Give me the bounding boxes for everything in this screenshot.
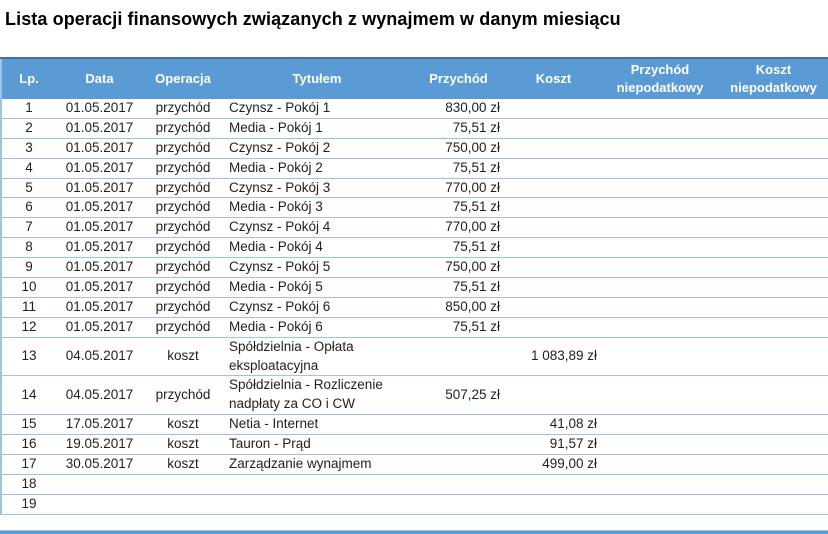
cell-data[interactable]: 01.05.2017 bbox=[56, 278, 143, 298]
cell-lp[interactable]: 19 bbox=[1, 494, 56, 514]
cell-koszt[interactable] bbox=[506, 138, 601, 158]
cell-lp[interactable]: 13 bbox=[1, 337, 56, 376]
cell-przychod[interactable] bbox=[411, 435, 506, 455]
cell-koszt-niepodatkowy[interactable] bbox=[719, 178, 828, 198]
cell-przychod-niepodatkowy[interactable] bbox=[601, 297, 719, 317]
cell-operacja[interactable]: przychód bbox=[143, 238, 223, 258]
table-row bbox=[1, 158, 828, 178]
header-row bbox=[1, 58, 828, 99]
table-row bbox=[1, 317, 828, 337]
cell-lp[interactable]: 9 bbox=[1, 258, 56, 278]
table-row bbox=[1, 337, 828, 376]
cell-koszt-niepodatkowy[interactable] bbox=[719, 317, 828, 337]
operations-table bbox=[0, 57, 828, 515]
cell-przychod-niepodatkowy[interactable] bbox=[601, 337, 719, 376]
cell-przychod-niepodatkowy[interactable] bbox=[601, 317, 719, 337]
cell-koszt[interactable] bbox=[506, 474, 601, 494]
cell-tytulem[interactable] bbox=[223, 474, 411, 494]
cell-przychod[interactable] bbox=[411, 455, 506, 475]
table-row bbox=[1, 455, 828, 475]
cell-koszt-niepodatkowy[interactable] bbox=[719, 474, 828, 494]
cell-przychod-niepodatkowy[interactable] bbox=[601, 178, 719, 198]
cell-koszt-niepodatkowy[interactable] bbox=[719, 297, 828, 317]
cell-przychod-niepodatkowy[interactable] bbox=[601, 435, 719, 455]
cell-data[interactable]: 01.05.2017 bbox=[56, 158, 143, 178]
cell-przychod[interactable]: 830,00 zł bbox=[411, 99, 506, 118]
table-row bbox=[1, 415, 828, 435]
cell-przychod[interactable]: 507,25 zł bbox=[411, 376, 506, 415]
cell-koszt-niepodatkowy[interactable] bbox=[719, 118, 828, 138]
cell-przychod-niepodatkowy[interactable] bbox=[601, 258, 719, 278]
cell-data[interactable]: 04.05.2017 bbox=[56, 337, 143, 376]
cell-operacja[interactable]: przychód bbox=[143, 218, 223, 238]
cell-koszt[interactable]: 1 083,89 zł bbox=[506, 337, 601, 376]
cell-tytulem[interactable]: Media - Pokój 4 bbox=[223, 238, 411, 258]
cell-koszt[interactable] bbox=[506, 317, 601, 337]
cell-koszt-niepodatkowy[interactable] bbox=[719, 337, 828, 376]
cell-operacja[interactable]: przychód bbox=[143, 198, 223, 218]
cell-tytulem[interactable]: Netia - Internet bbox=[223, 415, 411, 435]
cell-koszt[interactable] bbox=[506, 278, 601, 298]
table-header bbox=[1, 58, 828, 99]
cell-data[interactable]: 01.05.2017 bbox=[56, 297, 143, 317]
column-header-przychod[interactable]: Przychód bbox=[411, 58, 506, 99]
column-header-tytulem[interactable]: Tytułem bbox=[223, 58, 411, 99]
cell-tytulem[interactable]: Spółdzielnia - Rozliczenie nadpłaty za CO i CW bbox=[223, 376, 411, 415]
cell-przychod[interactable]: 75,51 zł bbox=[411, 198, 506, 218]
cell-data[interactable]: 19.05.2017 bbox=[56, 435, 143, 455]
cell-lp[interactable]: 16 bbox=[1, 435, 56, 455]
cell-koszt[interactable] bbox=[506, 118, 601, 138]
column-header-operacja[interactable]: Operacja bbox=[143, 58, 223, 99]
cell-data[interactable]: 01.05.2017 bbox=[56, 138, 143, 158]
cell-tytulem[interactable]: Czynsz - Pokój 6 bbox=[223, 297, 411, 317]
cell-tytulem[interactable]: Spółdzielnia - Opłata eksploatacyjna bbox=[223, 337, 411, 376]
cell-przychod-niepodatkowy[interactable] bbox=[601, 474, 719, 494]
cell-lp[interactable]: 15 bbox=[1, 415, 56, 435]
table-body bbox=[1, 99, 828, 514]
cell-przychod[interactable]: 75,51 zł bbox=[411, 238, 506, 258]
cell-przychod[interactable] bbox=[411, 474, 506, 494]
cell-tytulem[interactable]: Czynsz - Pokój 3 bbox=[223, 178, 411, 198]
cell-tytulem[interactable]: Media - Pokój 6 bbox=[223, 317, 411, 337]
cell-data[interactable]: 17.05.2017 bbox=[56, 415, 143, 435]
cell-koszt-niepodatkowy[interactable] bbox=[719, 258, 828, 278]
cell-przychod-niepodatkowy[interactable] bbox=[601, 118, 719, 138]
cell-data[interactable]: 01.05.2017 bbox=[56, 238, 143, 258]
cell-operacja[interactable]: koszt bbox=[143, 435, 223, 455]
table-row bbox=[1, 238, 828, 258]
cell-przychod-niepodatkowy[interactable] bbox=[601, 415, 719, 435]
cell-koszt[interactable] bbox=[506, 494, 601, 514]
cell-operacja[interactable]: koszt bbox=[143, 455, 223, 475]
cell-data[interactable]: 04.05.2017 bbox=[56, 376, 143, 415]
cell-data[interactable] bbox=[56, 474, 143, 494]
table-row bbox=[1, 474, 828, 494]
cell-przychod-niepodatkowy[interactable] bbox=[601, 218, 719, 238]
next-row-band-cutoff bbox=[0, 530, 828, 534]
cell-operacja[interactable]: przychód bbox=[143, 317, 223, 337]
table-row bbox=[1, 198, 828, 218]
cell-koszt-niepodatkowy[interactable] bbox=[719, 238, 828, 258]
cell-tytulem[interactable]: Media - Pokój 5 bbox=[223, 278, 411, 298]
table-row bbox=[1, 138, 828, 158]
cell-tytulem[interactable]: Zarządzanie wynajmem bbox=[223, 455, 411, 475]
column-header-koszt-niepodatkowy[interactable]: Koszt niepodatkowy bbox=[719, 58, 828, 99]
column-header-data[interactable]: Data bbox=[56, 58, 143, 99]
cell-koszt[interactable] bbox=[506, 198, 601, 218]
page-title: Lista operacji finansowych związanych z wynajmem w danym miesiącu bbox=[5, 9, 621, 29]
cell-koszt[interactable]: 499,00 zł bbox=[506, 455, 601, 475]
cell-koszt-niepodatkowy[interactable] bbox=[719, 218, 828, 238]
cell-operacja[interactable]: przychód bbox=[143, 118, 223, 138]
cell-lp[interactable]: 14 bbox=[1, 376, 56, 415]
cell-tytulem[interactable]: Media - Pokój 1 bbox=[223, 118, 411, 138]
cell-tytulem[interactable]: Czynsz - Pokój 1 bbox=[223, 99, 411, 118]
cell-koszt-niepodatkowy[interactable] bbox=[719, 415, 828, 435]
cell-koszt[interactable] bbox=[506, 178, 601, 198]
cell-operacja[interactable] bbox=[143, 494, 223, 514]
cell-przychod[interactable]: 770,00 zł bbox=[411, 178, 506, 198]
cell-koszt[interactable] bbox=[506, 99, 601, 118]
cell-koszt-niepodatkowy[interactable] bbox=[719, 278, 828, 298]
cell-koszt-niepodatkowy[interactable] bbox=[719, 376, 828, 415]
cell-przychod[interactable]: 75,51 zł bbox=[411, 158, 506, 178]
cell-operacja[interactable]: przychód bbox=[143, 178, 223, 198]
cell-lp[interactable]: 7 bbox=[1, 218, 56, 238]
cell-lp[interactable]: 4 bbox=[1, 158, 56, 178]
cell-data[interactable]: 01.05.2017 bbox=[56, 118, 143, 138]
cell-przychod-niepodatkowy[interactable] bbox=[601, 494, 719, 514]
cell-lp[interactable]: 8 bbox=[1, 238, 56, 258]
cell-tytulem[interactable]: Tauron - Prąd bbox=[223, 435, 411, 455]
cell-przychod[interactable]: 770,00 zł bbox=[411, 218, 506, 238]
cell-przychod[interactable] bbox=[411, 415, 506, 435]
cell-koszt-niepodatkowy[interactable] bbox=[719, 198, 828, 218]
cell-operacja[interactable]: przychód bbox=[143, 99, 223, 118]
cell-przychod[interactable]: 750,00 zł bbox=[411, 258, 506, 278]
cell-przychod-niepodatkowy[interactable] bbox=[601, 198, 719, 218]
cell-koszt[interactable] bbox=[506, 376, 601, 415]
table-row bbox=[1, 435, 828, 455]
cell-przychod[interactable]: 75,51 zł bbox=[411, 317, 506, 337]
cell-operacja[interactable]: przychód bbox=[143, 376, 223, 415]
cell-lp[interactable]: 2 bbox=[1, 118, 56, 138]
cell-przychod[interactable]: 75,51 zł bbox=[411, 118, 506, 138]
cell-data[interactable]: 01.05.2017 bbox=[56, 317, 143, 337]
table-row bbox=[1, 118, 828, 138]
cell-lp[interactable]: 17 bbox=[1, 455, 56, 475]
cell-data[interactable]: 30.05.2017 bbox=[56, 455, 143, 475]
cell-przychod[interactable] bbox=[411, 337, 506, 376]
table-row bbox=[1, 376, 828, 415]
cell-data[interactable]: 01.05.2017 bbox=[56, 99, 143, 118]
cell-data[interactable]: 01.05.2017 bbox=[56, 178, 143, 198]
cell-przychod[interactable]: 750,00 zł bbox=[411, 138, 506, 158]
cell-lp[interactable]: 6 bbox=[1, 198, 56, 218]
table-row bbox=[1, 278, 828, 298]
column-header-przychod-niepodatkowy[interactable]: Przychód niepodatkowy bbox=[601, 58, 719, 99]
cell-przychod-niepodatkowy[interactable] bbox=[601, 278, 719, 298]
cell-tytulem[interactable]: Czynsz - Pokój 4 bbox=[223, 218, 411, 238]
cell-przychod[interactable] bbox=[411, 494, 506, 514]
table-row bbox=[1, 297, 828, 317]
cell-koszt-niepodatkowy[interactable] bbox=[719, 158, 828, 178]
cell-przychod[interactable]: 850,00 zł bbox=[411, 297, 506, 317]
table-row bbox=[1, 99, 828, 118]
cell-data[interactable] bbox=[56, 494, 143, 514]
cell-koszt[interactable]: 41,08 zł bbox=[506, 415, 601, 435]
cell-przychod-niepodatkowy[interactable] bbox=[601, 158, 719, 178]
cell-operacja[interactable]: przychód bbox=[143, 278, 223, 298]
cell-przychod-niepodatkowy[interactable] bbox=[601, 376, 719, 415]
cell-koszt[interactable] bbox=[506, 158, 601, 178]
cell-data[interactable]: 01.05.2017 bbox=[56, 198, 143, 218]
cell-koszt-niepodatkowy[interactable] bbox=[719, 138, 828, 158]
cell-tytulem[interactable]: Czynsz - Pokój 2 bbox=[223, 138, 411, 158]
cell-lp[interactable]: 12 bbox=[1, 317, 56, 337]
cell-lp[interactable]: 1 bbox=[1, 99, 56, 118]
cell-tytulem[interactable] bbox=[223, 494, 411, 514]
cell-koszt[interactable] bbox=[506, 258, 601, 278]
cell-operacja[interactable]: przychód bbox=[143, 297, 223, 317]
cell-przychod-niepodatkowy[interactable] bbox=[601, 238, 719, 258]
cell-tytulem[interactable]: Media - Pokój 2 bbox=[223, 158, 411, 178]
cell-koszt-niepodatkowy[interactable] bbox=[719, 455, 828, 475]
cell-koszt-niepodatkowy[interactable] bbox=[719, 99, 828, 118]
table-row bbox=[1, 494, 828, 514]
cell-przychod[interactable]: 75,51 zł bbox=[411, 278, 506, 298]
cell-tytulem[interactable]: Media - Pokój 3 bbox=[223, 198, 411, 218]
cell-lp[interactable]: 10 bbox=[1, 278, 56, 298]
table-row bbox=[1, 258, 828, 278]
cell-przychod-niepodatkowy[interactable] bbox=[601, 455, 719, 475]
cell-koszt[interactable] bbox=[506, 238, 601, 258]
cell-koszt[interactable]: 91,57 zł bbox=[506, 435, 601, 455]
cell-koszt-niepodatkowy[interactable] bbox=[719, 494, 828, 514]
table-row bbox=[1, 178, 828, 198]
table-row bbox=[1, 218, 828, 238]
column-header-lp[interactable]: Lp. bbox=[1, 58, 56, 99]
cell-przychod-niepodatkowy[interactable] bbox=[601, 138, 719, 158]
cell-operacja[interactable]: przychód bbox=[143, 138, 223, 158]
cell-przychod-niepodatkowy[interactable] bbox=[601, 99, 719, 118]
cell-data[interactable]: 01.05.2017 bbox=[56, 218, 143, 238]
cell-operacja[interactable]: przychód bbox=[143, 258, 223, 278]
cell-koszt[interactable] bbox=[506, 297, 601, 317]
cell-lp[interactable]: 3 bbox=[1, 138, 56, 158]
cell-operacja[interactable]: koszt bbox=[143, 415, 223, 435]
cell-operacja[interactable]: koszt bbox=[143, 337, 223, 376]
cell-lp[interactable]: 11 bbox=[1, 297, 56, 317]
cell-operacja[interactable] bbox=[143, 474, 223, 494]
cell-data[interactable]: 01.05.2017 bbox=[56, 258, 143, 278]
column-header-koszt[interactable]: Koszt bbox=[506, 58, 601, 99]
cell-operacja[interactable]: przychód bbox=[143, 158, 223, 178]
cell-lp[interactable]: 18 bbox=[1, 474, 56, 494]
cell-koszt-niepodatkowy[interactable] bbox=[719, 435, 828, 455]
cell-lp[interactable]: 5 bbox=[1, 178, 56, 198]
cell-tytulem[interactable]: Czynsz - Pokój 5 bbox=[223, 258, 411, 278]
cell-koszt[interactable] bbox=[506, 218, 601, 238]
